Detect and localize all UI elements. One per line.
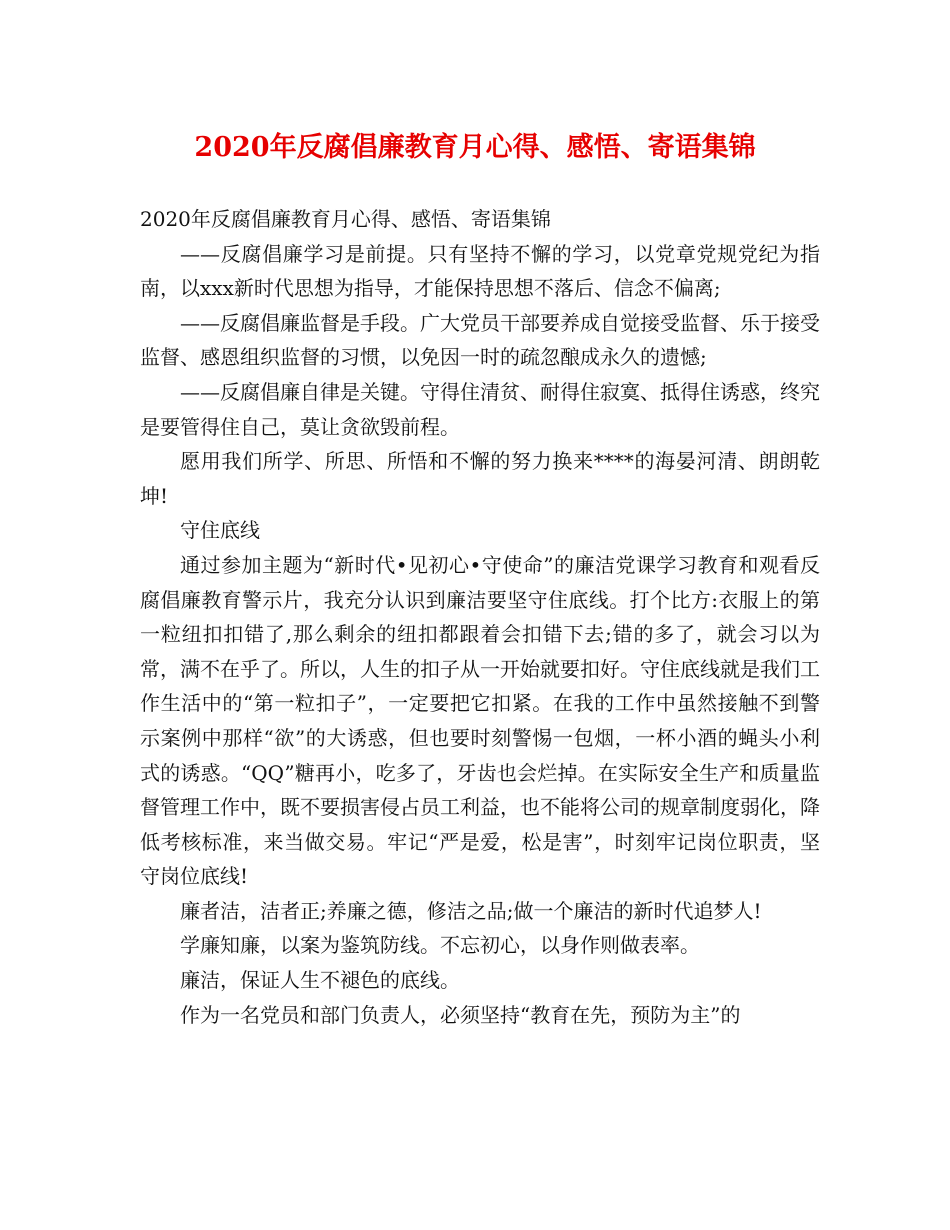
paragraph: 作为一名党员和部门负责人，必须坚持“教育在先，预防为主”的 xyxy=(180,1002,741,1027)
paragraph: 廉者洁，洁者正;养廉之德，修洁之品;做一个廉洁的新时代追梦人! xyxy=(180,898,762,923)
paragraph: 学廉知廉，以案为鉴筑防线。不忘初心，以身作则做表率。 xyxy=(180,933,700,958)
document-title: 2020年反腐倡廉教育月心得、感悟、寄语集锦 xyxy=(194,132,756,163)
document-body xyxy=(140,202,820,1032)
paragraph: 愿用我们所学、所思、所悟和不懈的努力换来****的海晏河清、朗朗乾坤! xyxy=(140,449,820,508)
paragraph: ——反腐倡廉学习是前提。只有坚持不懈的学习，以党章党规党纪为指南，以xxx新时代思想为指导，才能保持思想不落后、信念不偏离; xyxy=(140,241,820,301)
paragraph-heading: 2020年反腐倡廉教育月心得、感悟、寄语集锦 xyxy=(140,207,551,231)
paragraph: ——反腐倡廉自律是关键。守得住清贫、耐得住寂寞、抵得住诱惑，终究是要管得住自己，莫让贪欲毁前程。 xyxy=(140,379,820,439)
paragraph: 廉洁，保证人生不褪色的底线。 xyxy=(180,968,460,993)
paragraph: 通过参加主题为“新时代•见初心•守使命”的廉洁党课学习教育和观看反腐倡廉教育警示片，我充分认识到廉洁要坚守住底线。打个比方:衣服上的第一粒纽扣扣错了,那么剩余的纽扣都跟着会扣错下去;错的多了，就会习以为常，满不在乎了。所以，人生的扣子从一开始就要扣好。守住底线就是我们工作生活中的“第一粒扣子”，一定要把它扣紧。在我的工作中虽然接触不到警示案例中那样“欲”的大诱惑，但也要时刻警惕一包烟，一杯小酒的蝇头小利式的诱惑。“QQ”糖再小，吃多了，牙齿也会烂掉。在实际安全生产和质量监督管理工作中，既不要损害侵占员工利益，也不能将公司的规章制度弱化，降低考核标准，来当做交易。牢记“严是爱，松是害”，时刻牢记岗位职责，坚守岗位底线! xyxy=(140,552,820,889)
section-heading: 守住底线 xyxy=(180,518,260,543)
paragraph: ——反腐倡廉监督是手段。广大党员干部要养成自觉接受监督、乐于接受监督、感恩组织监督的习惯，以免因一时的疏忽酿成永久的遗憾; xyxy=(140,310,820,370)
